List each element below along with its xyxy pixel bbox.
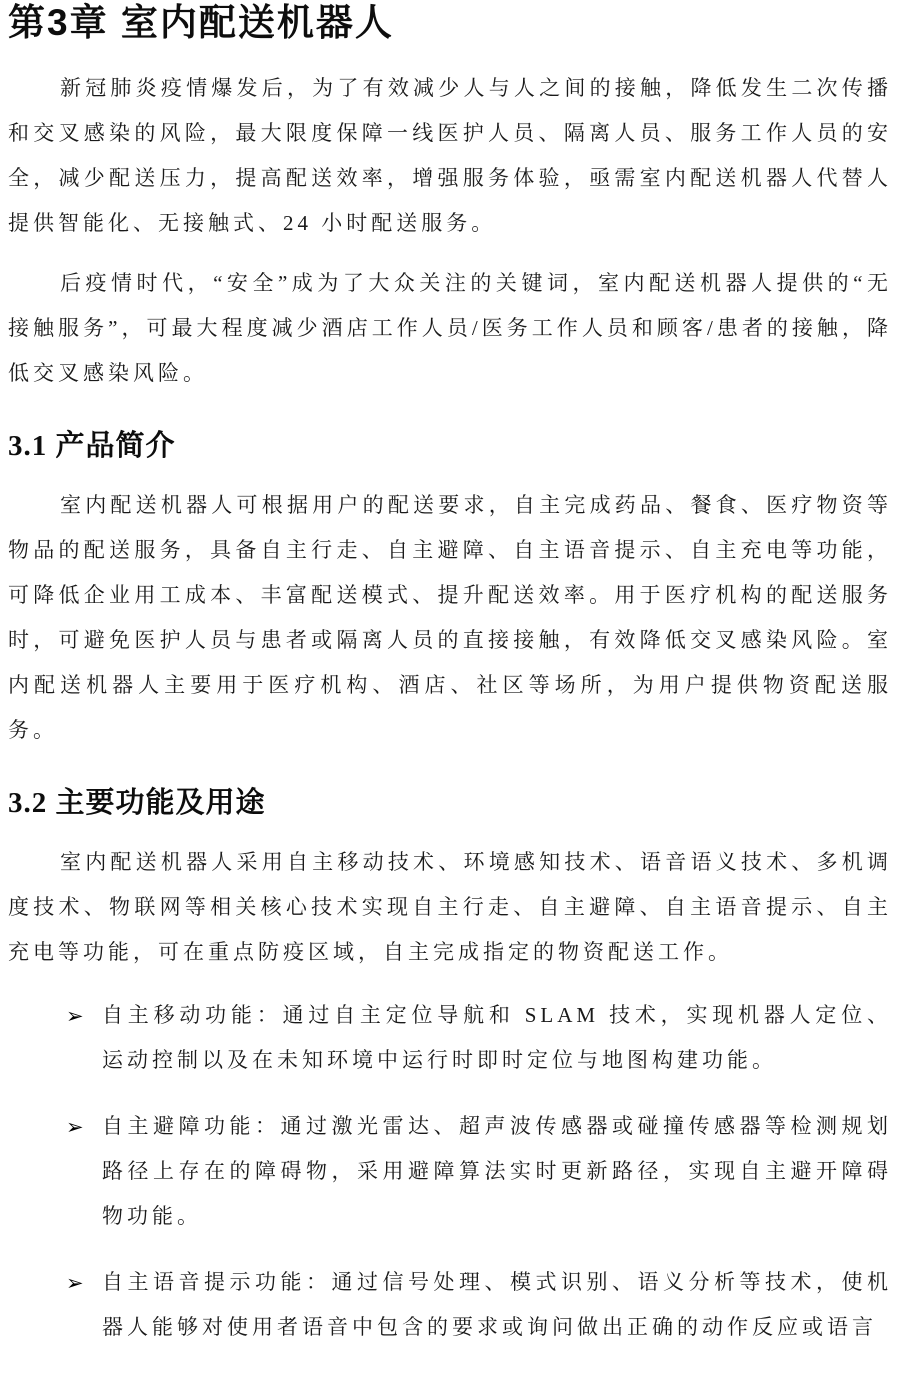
section-heading-3-2: 3.2 主要功能及用途 (8, 787, 266, 819)
bullet-item-obstacle-avoidance (8, 1104, 892, 1239)
bullet-text: 自主语音提示功能：通过信号处理、模式识别、语义分析等技术，使机器人能够对使用者语音中包含的要求或询问做出正确的动作反应或语言 (102, 1270, 892, 1339)
arrow-bullet-icon: ➢ (66, 1004, 84, 1028)
bullet-item-voice-prompt (8, 1260, 892, 1350)
intro-paragraph-1: 新冠肺炎疫情爆发后，为了有效减少人与人之间的接触，降低发生二次传播和交叉感染的风险，最大限度保障一线医护人员、隔离人员、服务工作人员的安全，减少配送压力，提高配送效率，增强服务体验，亟需室内配送机器人代替人提供智能化、无接触式、24 小时配送服务。 (8, 76, 892, 235)
section-3-1-paragraph: 室内配送机器人可根据用户的配送要求，自主完成药品、餐食、医疗物资等物品的配送服务，具备自主行走、自主避障、自主语音提示、自主充电等功能，可降低企业用工成本、丰富配送模式、提升配送效率。用于医疗机构的配送服务时，可避免医护人员与患者或隔离人员的直接接触，有效降低交叉感染风险。室内配送机器人主要用于医疗机构、酒店、社区等场所，为用户提供物资配送服务。 (8, 493, 892, 742)
feature-bullet-list (8, 993, 892, 1350)
intro-paragraph-2: 后疫情时代，“安全”成为了大众关注的关键词，室内配送机器人提供的“无接触服务”，可最大程度减少酒店工作人员/医务工作人员和顾客/患者的接触，降低交叉感染风险。 (8, 271, 892, 385)
chapter-title: 第3章 室内配送机器人 (8, 2, 394, 43)
bullet-text: 自主避障功能：通过激光雷达、超声波传感器或碰撞传感器等检测规划路径上存在的障碍物，采用避障算法实时更新路径，实现自主避开障碍物功能。 (102, 1114, 892, 1228)
section-3-2-paragraph: 室内配送机器人采用自主移动技术、环境感知技术、语音语义技术、多机调度技术、物联网等相关核心技术实现自主行走、自主避障、自主语音提示、自主充电等功能，可在重点防疫区域，自主完成指定的物资配送工作。 (8, 850, 892, 964)
bullet-item-autonomous-movement (8, 993, 892, 1083)
arrow-bullet-icon: ➢ (66, 1271, 84, 1295)
section-heading-3-1: 3.1 产品简介 (8, 430, 176, 462)
bullet-text: 自主移动功能：通过自主定位导航和 SLAM 技术，实现机器人定位、运动控制以及在未知环境中运行时即时定位与地图构建功能。 (102, 1003, 892, 1072)
arrow-bullet-icon: ➢ (66, 1115, 84, 1139)
